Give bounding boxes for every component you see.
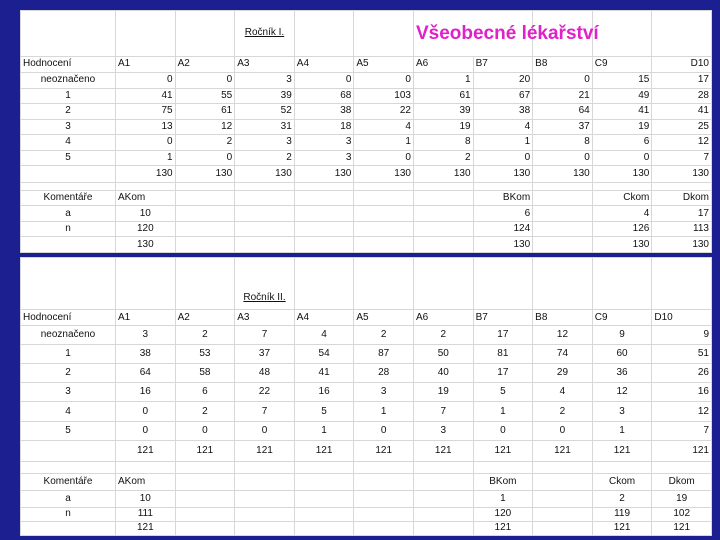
table-cell: 9 [592,326,652,345]
page-title: Všeobecné lékařství [415,22,599,44]
table-cell: 31 [235,119,295,135]
comment-group-name: Ckom [592,473,652,490]
table-cell: 9 [652,326,712,345]
row-label [21,440,116,461]
table-cell: 50 [413,345,473,364]
comment-value: 120 [116,221,176,237]
table-cell: 1 [592,421,652,440]
comments-total-row [21,521,712,535]
total-cell: 130 [175,166,235,183]
row-label: 5 [21,150,116,166]
table-cell: 41 [652,104,712,120]
table-cell: 3 [235,73,295,89]
table-cell: 67 [473,88,533,104]
table-cell: 75 [116,104,176,120]
column-header: A2 [175,56,235,73]
table-cell: 3 [116,326,176,345]
row-label: n [21,221,116,237]
comment-value: 19 [652,490,712,507]
row-label: 4 [21,135,116,151]
table-cell: 61 [413,88,473,104]
comment-value: 124 [473,221,533,237]
header-row [21,310,712,326]
total-cell: 121 [294,440,354,461]
table-cell: 8 [533,135,593,151]
table-cell: 19 [592,119,652,135]
table-cell: 0 [175,421,235,440]
table-cell: 7 [235,326,295,345]
table-cell: 15 [592,73,652,89]
table-cell: 55 [175,88,235,104]
header-label: Hodnocení [21,310,116,326]
table-cell: 2 [413,150,473,166]
comment-total: 130 [592,237,652,253]
row-label: 3 [21,383,116,402]
table-cell: 52 [235,104,295,120]
table-cell: 3 [354,383,414,402]
row-label: 3 [21,119,116,135]
table-cell: 3 [413,421,473,440]
table-cell: 38 [473,104,533,120]
column-header: A6 [413,310,473,326]
table-cell: 12 [533,326,593,345]
table-cell: 12 [652,402,712,421]
table-row [21,135,712,151]
table-cell: 0 [116,421,176,440]
column-header: A2 [175,310,235,326]
table-cell: 1 [473,135,533,151]
table-row [21,326,712,345]
table-cell: 38 [294,104,354,120]
table-cell: 7 [235,402,295,421]
comment-value: 113 [652,221,712,237]
comment-group-name: BKom [473,190,533,206]
total-cell: 130 [473,166,533,183]
comment-group-name: AKom [116,190,176,206]
row-label: neoznačeno [21,73,116,89]
column-header: B7 [473,310,533,326]
column-header: A4 [294,310,354,326]
table-cell: 17 [652,73,712,89]
sheet-rocnik-1 [20,10,712,253]
table-cell: 81 [473,345,533,364]
table-cell: 13 [116,119,176,135]
table-cell: 2 [354,326,414,345]
table-cell: 12 [175,119,235,135]
table-cell: 8 [413,135,473,151]
table-cell: 0 [235,421,295,440]
table-cell: 0 [533,421,593,440]
comment-total: 121 [652,521,712,535]
table-cell: 21 [533,88,593,104]
table-cell: 39 [235,88,295,104]
comment-group-name: Ckom [592,190,652,206]
comment-group-name: Dkom [652,473,712,490]
table-cell: 74 [533,345,593,364]
table-cell: 0 [533,73,593,89]
comments-header-row [21,190,712,206]
table-cell: 0 [354,150,414,166]
comment-value: 102 [652,507,712,521]
table-cell: 41 [294,364,354,383]
total-cell: 130 [652,166,712,183]
table-cell: 20 [473,73,533,89]
row-label: 1 [21,88,116,104]
table-cell: 87 [354,345,414,364]
table-row [21,364,712,383]
table-cell: 0 [354,73,414,89]
table-cell: 64 [533,104,593,120]
comment-group-name: Dkom [652,190,712,206]
table-cell: 19 [413,119,473,135]
table-cell: 41 [116,88,176,104]
comment-total: 121 [592,521,652,535]
table-cell: 1 [116,150,176,166]
total-cell: 121 [473,440,533,461]
table-cell: 6 [592,135,652,151]
table-cell: 53 [175,345,235,364]
table-cell: 0 [116,73,176,89]
table-cell: 17 [473,326,533,345]
row-label: neoznačeno [21,326,116,345]
column-header: C9 [592,310,652,326]
row-label: a [21,490,116,507]
table-cell: 37 [235,345,295,364]
table-row [21,88,712,104]
comment-total: 121 [116,521,176,535]
column-header: A5 [354,310,414,326]
table-rocnik-2 [20,257,712,536]
column-header: A3 [235,310,295,326]
table-cell: 64 [116,364,176,383]
row-label: 4 [21,402,116,421]
comments-row-n [21,507,712,521]
table-cell: 28 [354,364,414,383]
table-cell: 0 [592,150,652,166]
row-label: n [21,507,116,521]
row-label [21,166,116,183]
table-cell: 28 [652,88,712,104]
comment-value: 1 [473,490,533,507]
total-row [21,440,712,461]
table-cell: 103 [354,88,414,104]
table-cell: 39 [413,104,473,120]
total-cell: 121 [175,440,235,461]
total-cell: 130 [235,166,295,183]
comments-row-n [21,221,712,237]
total-cell: 130 [116,166,176,183]
row-label: 1 [21,345,116,364]
table-cell: 19 [413,383,473,402]
table-cell: 4 [294,326,354,345]
table-cell: 7 [652,150,712,166]
table-cell: 0 [294,73,354,89]
table-cell: 51 [652,345,712,364]
table-cell: 49 [592,88,652,104]
comment-value: 6 [473,206,533,222]
column-header: B8 [533,310,593,326]
table-cell: 0 [116,402,176,421]
table-cell: 29 [533,364,593,383]
table-cell: 6 [175,383,235,402]
header-label: Hodnocení [21,56,116,73]
table-cell: 2 [175,326,235,345]
comment-total: 130 [652,237,712,253]
column-header: A4 [294,56,354,73]
table-cell: 0 [354,421,414,440]
table-cell: 61 [175,104,235,120]
row-label: 2 [21,104,116,120]
table-cell: 1 [413,73,473,89]
sheet-rocnik-2 [20,257,712,536]
table-row [21,421,712,440]
total-cell: 121 [652,440,712,461]
table-cell: 25 [652,119,712,135]
table-cell: 22 [354,104,414,120]
comment-total: 130 [473,237,533,253]
comment-value: 120 [473,507,533,521]
table-cell: 16 [294,383,354,402]
table-cell: 0 [473,150,533,166]
table-cell: 17 [473,364,533,383]
table-row [21,345,712,364]
total-cell: 121 [354,440,414,461]
table-cell: 3 [294,135,354,151]
table-cell: 54 [294,345,354,364]
table-cell: 4 [533,383,593,402]
total-cell: 121 [235,440,295,461]
table-cell: 1 [294,421,354,440]
table-cell: 3 [592,402,652,421]
table-cell: 7 [413,402,473,421]
total-cell: 130 [354,166,414,183]
table-cell: 38 [116,345,176,364]
table-cell: 60 [592,345,652,364]
total-cell: 130 [413,166,473,183]
table-cell: 22 [235,383,295,402]
table-cell: 5 [473,383,533,402]
table-cell: 3 [235,135,295,151]
table-row [21,119,712,135]
table-cell: 18 [294,119,354,135]
comments-total-row [21,237,712,253]
table-cell: 2 [413,326,473,345]
table-cell: 2 [235,150,295,166]
table-cell: 58 [175,364,235,383]
table-cell: 7 [652,421,712,440]
total-cell: 130 [294,166,354,183]
comments-label: Komentáře [21,190,116,206]
table-cell: 2 [533,402,593,421]
table-cell: 1 [354,402,414,421]
section-title: Ročník II. [243,292,286,304]
section-title: Ročník I. [244,27,285,39]
column-header: D10 [652,310,712,326]
column-header: D10 [652,56,712,73]
column-header: C9 [592,56,652,73]
column-header: A1 [116,310,176,326]
column-header: A1 [116,56,176,73]
total-cell: 121 [592,440,652,461]
comment-value: 10 [116,490,176,507]
table-cell: 26 [652,364,712,383]
table-cell: 12 [592,383,652,402]
comment-value: 17 [652,206,712,222]
row-label: 5 [21,421,116,440]
table-row [21,104,712,120]
comment-value: 2 [592,490,652,507]
header-row [21,56,712,73]
table-cell: 1 [354,135,414,151]
table-cell: 4 [473,119,533,135]
table-row [21,73,712,89]
table-row [21,402,712,421]
table-cell: 12 [652,135,712,151]
comment-total: 130 [116,237,176,253]
total-cell: 121 [116,440,176,461]
table-row [21,383,712,402]
table-cell: 2 [175,135,235,151]
table-rocnik-1 [20,10,712,253]
comment-value: 4 [592,206,652,222]
column-header: A3 [235,56,295,73]
table-cell: 1 [473,402,533,421]
table-cell: 48 [235,364,295,383]
table-cell: 36 [592,364,652,383]
total-cell: 130 [592,166,652,183]
comment-group-name: AKom [116,473,176,490]
table-cell: 2 [175,402,235,421]
total-row [21,166,712,183]
table-cell: 0 [175,150,235,166]
total-cell: 121 [413,440,473,461]
comments-row-a [21,490,712,507]
table-cell: 3 [294,150,354,166]
table-cell: 16 [652,383,712,402]
comments-label: Komentáře [21,473,116,490]
total-cell: 121 [533,440,593,461]
table-cell: 4 [354,119,414,135]
comment-value: 10 [116,206,176,222]
row-label: 2 [21,364,116,383]
table-cell: 0 [116,135,176,151]
column-header: A6 [413,56,473,73]
comments-header-row [21,473,712,490]
comment-total: 121 [473,521,533,535]
table-cell: 41 [592,104,652,120]
column-header: A5 [354,56,414,73]
column-header: B7 [473,56,533,73]
table-cell: 68 [294,88,354,104]
table-cell: 0 [175,73,235,89]
table-cell: 0 [473,421,533,440]
table-row [21,150,712,166]
column-header: B8 [533,56,593,73]
table-cell: 5 [294,402,354,421]
total-cell: 130 [533,166,593,183]
table-cell: 37 [533,119,593,135]
comment-group-name: BKom [473,473,533,490]
table-cell: 40 [413,364,473,383]
table-cell: 0 [533,150,593,166]
comment-value: 126 [592,221,652,237]
comment-value: 111 [116,507,176,521]
comments-row-a [21,206,712,222]
table-cell: 16 [116,383,176,402]
comment-value: 119 [592,507,652,521]
row-label: a [21,206,116,222]
